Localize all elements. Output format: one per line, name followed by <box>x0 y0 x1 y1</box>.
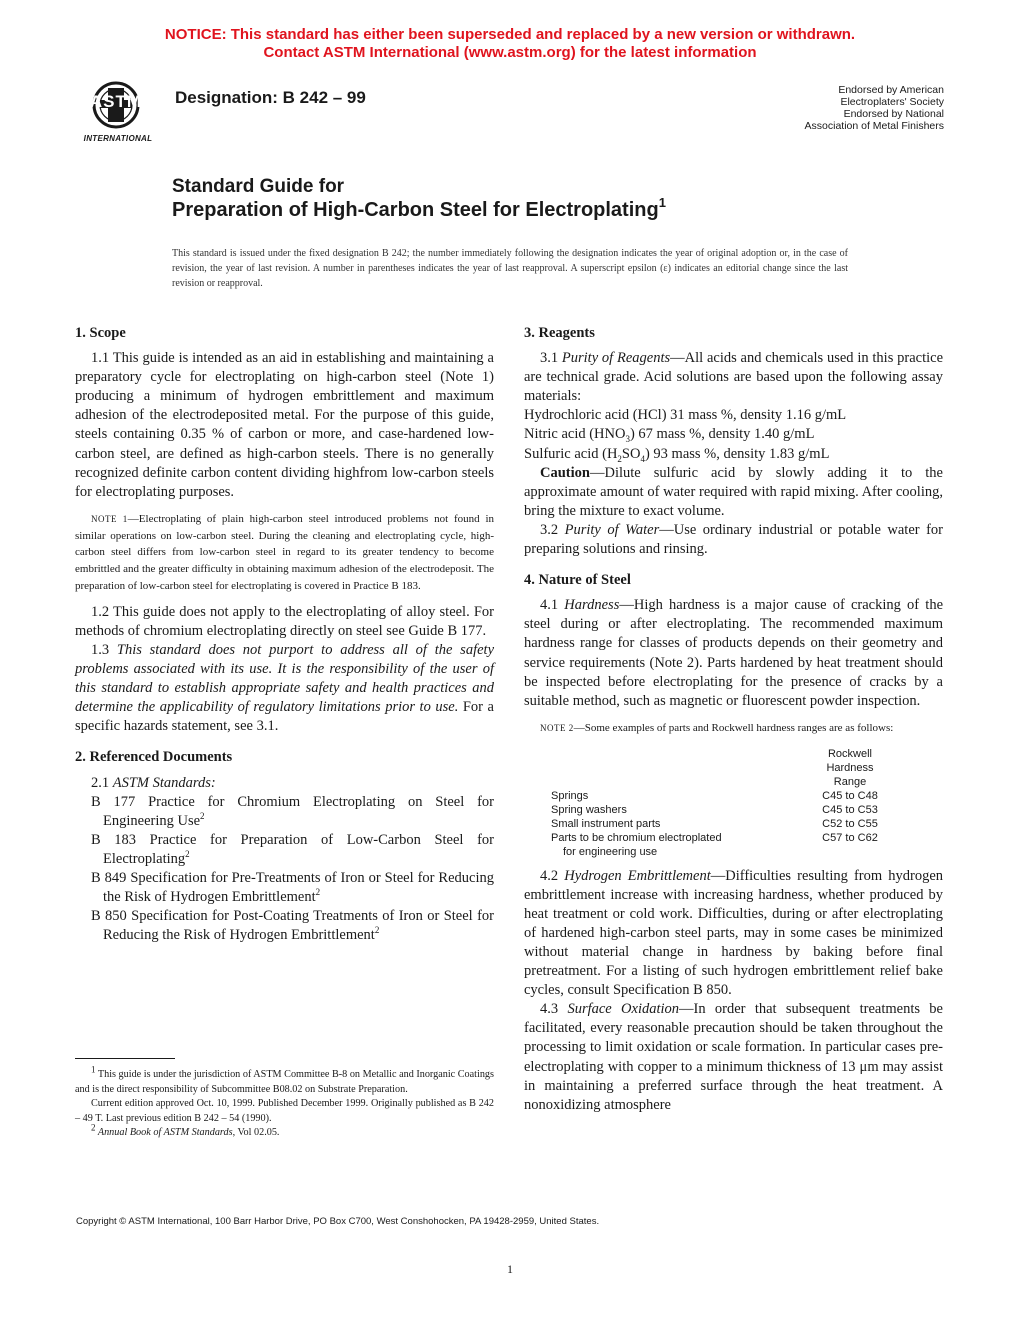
table-cell-part: Springs <box>551 789 589 802</box>
reference-item <box>75 831 494 869</box>
endorsement-line: Association of Metal Finishers <box>804 120 944 132</box>
title-text: Preparation of High-Carbon Steel for Electroplating <box>172 199 659 221</box>
table-cell-range: C52 to C55 <box>822 817 878 830</box>
table-row <box>551 789 891 803</box>
table-row <box>551 817 891 831</box>
paragraph-4-3 <box>524 1000 943 1115</box>
withdrawal-notice <box>0 26 1020 62</box>
paragraph-4-1-number: 4.1 <box>540 597 565 614</box>
reference-item <box>75 869 494 907</box>
note-1-label: NOTE 1 <box>91 513 128 524</box>
title-line-2 <box>172 195 666 222</box>
title-footnote-mark: 1 <box>658 195 666 210</box>
paragraph-4-2-text: —Difficulties resulting from hydrogen embrittlement increase with increasing hardness, whether produced by heat treatment or cold work. Difficulties, during or after electroplating of hardened high-carbon steel parts, may in some cases be minimized without material change in hardness by baking before final pretreatment. For a listing of such hydrogen embrittlement relief bake cycles, consult Specification B 850. <box>524 867 944 999</box>
paragraph-1-3 <box>75 641 494 736</box>
nitric-subscript: 3 <box>625 434 630 445</box>
nitric-text-b: ) 67 mass %, density 1.40 g/mL <box>629 426 815 443</box>
issuance-statement: This standard is issued under the fixed designation B 242; the number immediately following the designation indicates the year of original adoption or, in the case of revision, the year of last revision. A number in parentheses indicates the year of last reapproval. A superscript epsilon (ε) indicates an editorial change since the last revision or reapproval. <box>172 248 848 289</box>
footnotes <box>75 1064 494 1141</box>
designation: Designation: B 242 – 99 <box>175 88 366 107</box>
astm-standards-label: ASTM Standards: <box>112 774 216 791</box>
reference-item <box>75 793 494 831</box>
hydrogen-embrittlement-label: Hydrogen Embrittlement <box>564 867 711 884</box>
note-1 <box>75 511 494 595</box>
reference-footnote-mark: 2 <box>374 925 380 936</box>
assay-hydrochloric: Hydrochloric acid (HCl) 31 mass %, density 1.16 g/mL <box>524 407 847 424</box>
sulfuric-text-mid: SO <box>621 445 641 462</box>
table-cell-part-continuation: for engineering use <box>563 845 658 858</box>
table-cell-part: Spring washers <box>551 803 627 816</box>
paragraph-3-2-number: 3.2 <box>540 521 565 538</box>
paragraph-3-1 <box>524 349 943 406</box>
paragraph-4-3-number: 4.3 <box>540 1001 568 1018</box>
paragraph-3-2-text: —Use ordinary industrial or potable water for preparing solutions and rinsing. <box>524 521 943 558</box>
notice-line-2: Contact ASTM International (www.astm.org) for the latest information <box>263 44 757 61</box>
table-header-hardness: Rockwell Hardness Range <box>826 747 874 788</box>
sulfuric-subscript-1: 2 <box>617 453 622 464</box>
paragraph-2-1-number: 2.1 <box>91 774 113 791</box>
assay-nitric <box>524 425 943 444</box>
surface-oxidation-label: Surface Oxidation <box>567 1001 680 1018</box>
reference-text: B 849 Specification for Pre-Treatments of Iron or Steel for Reducing the Risk of Hydrogen Embrittlement <box>91 870 494 906</box>
title-line-1: Standard Guide for <box>172 176 345 197</box>
reference-item <box>75 907 494 945</box>
footnote-1-text: This guide is under the jurisdiction of ASTM Committee B-8 on Metallic and Inorganic Coatings and is the direct responsibility of Subcommittee B08.02 on Substrate Preparation. <box>75 1069 494 1095</box>
section-heading-nature-of-steel: 4. Nature of Steel <box>524 572 631 589</box>
sulfuric-subscript-2: 4 <box>640 453 645 464</box>
table-row <box>551 831 891 859</box>
endorsement-line: Electroplaters' Society <box>840 96 944 108</box>
footnote-2 <box>75 1122 494 1141</box>
table-cell-range: C45 to C48 <box>822 789 878 802</box>
caution-label: Caution <box>540 464 590 481</box>
reference-footnote-mark: 2 <box>315 887 321 898</box>
endorsement-line: Endorsed by American <box>838 84 944 96</box>
right-column <box>524 324 943 1115</box>
logo-caption: INTERNATIONAL <box>83 134 153 143</box>
reference-footnote-mark: 2 <box>185 849 190 860</box>
table-cell-range: C45 to C53 <box>822 803 878 816</box>
footnote-2-title: Annual Book of ASTM Standards <box>95 1127 233 1139</box>
paragraph-4-2 <box>524 867 943 1001</box>
paragraph-4-3-text: —In order that subsequent treatments be facilitated, every reasonable precaution should be taken throughout the processing to limit oxidation or scale formation. In particular cases pre-electroplating with copper to a minimum thickness of 13 μm may assist in maintaining a preferred surface through the heat treatment. A nonoxidizing atmosphere <box>524 1001 943 1113</box>
assay-sulfuric <box>524 445 943 464</box>
section-heading-reagents: 3. Reagents <box>524 325 595 341</box>
reference-text: B 850 Specification for Post-Coating Treatments of Iron or Steel for Reducing the Risk of Hydrogen Embrittlement <box>91 908 494 944</box>
left-column <box>75 324 494 945</box>
footnote-divider <box>75 1058 175 1059</box>
sulfuric-text-a: Sulfuric acid (H <box>524 445 618 462</box>
endorsement-line: Endorsed by National <box>843 108 944 120</box>
note-1-text: —Electroplating of plain high-carbon steel introduced problems not found in similar operations on low-carbon steel. During the cleaning and electroplating cycle, high-carbon steel differs from low-carbon steel in regard to its greater tendency to become embrittled and the greater difficulty in obtaining maximum adhesion of the electrodeposit. The preparation of low-carbon steel for electroplating is covered in Practice B 183. <box>75 512 494 593</box>
table-header-row <box>551 747 891 789</box>
paragraph-1-1: 1.1 This guide is intended as an aid in establishing and maintaining a preparatory cycle for electroplating on high-carbon steel (Note 1) producing a minimum of hydrogen embrittlement and maximum adhesion of the electrodeposited metal. For the purpose of this guide, steels containing 0.35 % of carbon or more, and case-hardened low-carbon steel, are defined as high-carbon steels. There is no generally recognized definite carbon content dividing highfrom low-carbon steels for electroplating purposes. <box>75 350 494 500</box>
footnote-2-mark: 2 <box>91 1122 96 1133</box>
purity-of-reagents-label: Purity of Reagents <box>561 350 671 367</box>
note-2-label: NOTE 2 <box>540 722 574 733</box>
caution-text: —Dilute sulfuric acid by slowly adding it to the approximate amount of water required with rapid mixing. After cooling, bring the mixture to exact volume. <box>524 464 943 519</box>
paragraph-4-2-number: 4.2 <box>540 867 565 884</box>
table-row <box>551 803 891 817</box>
sulfuric-text-b: ) 93 mass %, density 1.83 g/mL <box>644 445 830 462</box>
caution <box>524 464 943 521</box>
endorsement-block <box>724 84 944 132</box>
hardness-label: Hardness <box>564 597 620 614</box>
nitric-text-a: Nitric acid (HNO <box>524 426 626 443</box>
reference-text: B 183 Practice for Preparation of Low-Carbon Steel for Electroplating <box>91 831 494 867</box>
astm-logo <box>72 74 164 148</box>
notice-line-1: NOTICE: This standard has either been superseded and replaced by a new version or withdrawn. <box>164 26 856 43</box>
note-2 <box>524 720 943 737</box>
paragraph-1-2: 1.2 This guide does not apply to the electroplating of alloy steel. For methods of chromium electroplating directly on steel see Guide B 177. <box>75 603 494 639</box>
copyright-line: Copyright © ASTM International, 100 Barr Harbor Drive, PO Box C700, West Conshohocken, PA 19428-2959, United States. <box>76 1216 600 1227</box>
hardness-table <box>551 747 891 859</box>
table-cell-part-text: Parts to be chromium electroplated <box>551 831 722 844</box>
section-heading-scope: 1. Scope <box>75 325 126 341</box>
table-cell-part <box>551 831 809 859</box>
safety-statement: This standard does not purport to address all of the safety problems associated with its use. It is the responsibility of the user of this standard to establish appropriate safety and health practices and determine the applicability of regulatory limitations prior to use. <box>75 642 495 716</box>
table-cell-range: C57 to C62 <box>822 831 878 844</box>
paragraph-2-1 <box>75 774 494 793</box>
table-cell-part: Small instrument parts <box>551 817 661 830</box>
logo-letters: ASTM <box>89 92 143 111</box>
purity-of-water-label: Purity of Water <box>564 521 660 538</box>
paragraph-3-2 <box>524 521 943 559</box>
footnote-1-mark: 1 <box>91 1064 96 1075</box>
paragraph-1-3-tail: For a specific hazards statement, see 3.1. <box>75 699 494 735</box>
reference-text: B 177 Practice for Chromium Electroplating on Steel for Engineering Use <box>91 793 494 829</box>
reference-footnote-mark: 2 <box>200 810 205 821</box>
section-heading-referenced-documents: 2. Referenced Documents <box>75 749 233 766</box>
footnote-2-tail: , Vol 02.05. <box>232 1127 280 1139</box>
paragraph-4-1-text: —High hardness is a major cause of cracking of the steel during or after electroplating. The recommended maximum hardness range for classes of products depends on their geometry and service requirements (Note 2). Parts hardened by heat treatment should be inspected before electroplating for the presence of cracks by a suitable method, such as magnetic or fluorescent powder inspection. <box>524 597 944 709</box>
page-number: 1 <box>507 1262 513 1276</box>
footnote-1 <box>75 1064 494 1097</box>
footnote-1-edition: Current edition approved Oct. 10, 1999. Published December 1999. Originally published as B 242 – 49 T. Last previous edition B 242 – 54 (1990). <box>75 1098 494 1124</box>
note-2-text: —Some examples of parts and Rockwell hardness ranges are as follows: <box>573 721 894 734</box>
paragraph-3-1-number: 3.1 <box>540 350 562 367</box>
paragraph-3-1-text: —All acids and chemicals used in this practice are technical grade. Acid solutions are based upon the following assay materials: <box>524 350 944 405</box>
paragraph-1-3-number: 1.3 <box>91 642 117 659</box>
paragraph-4-1 <box>524 596 943 711</box>
